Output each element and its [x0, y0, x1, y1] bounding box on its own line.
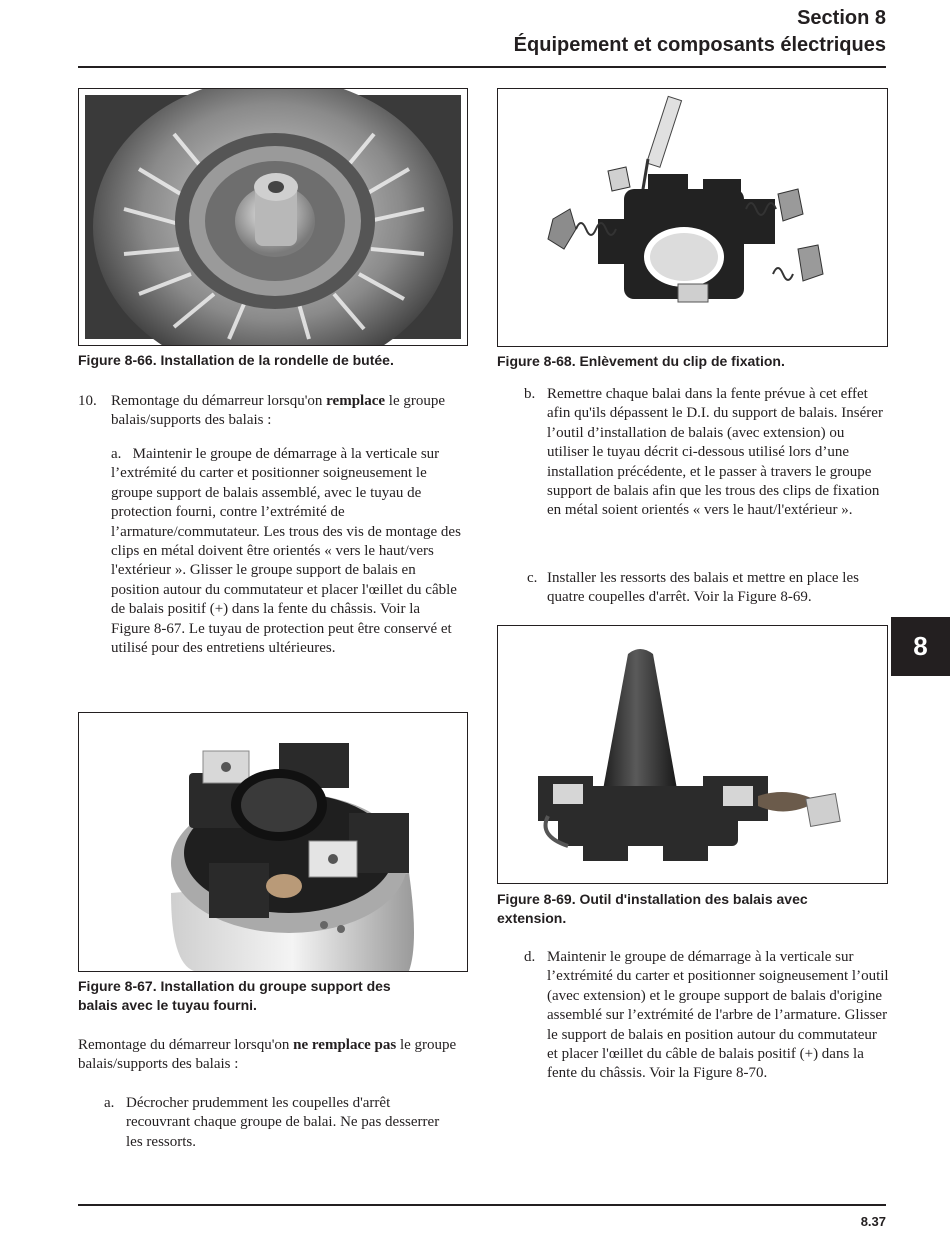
step-10-text — [111, 392, 461, 431]
reassembly-intro-end: le groupe balais/supports des balais : — [78, 1037, 457, 1073]
header-rule — [78, 66, 886, 68]
step-d-label: d. — [524, 949, 536, 965]
figure-8-67-caption-line2: balais avec le tuyau fourni. — [78, 997, 257, 1013]
reassembly-intro-emphasis: ne remplace pas — [293, 1037, 397, 1053]
step-c-text: Installer les ressorts des balais et mettre en place les quatre coupelles d'arrêt. Voir la Figure 8-69. — [547, 570, 859, 606]
figure-8-67-caption-line1: Figure 8-67. Installation du groupe support des — [78, 978, 391, 994]
reassembly-a-text: Décrocher prudemment les coupelles d'arrêt recouvrant chaque groupe de balai. Ne pas desserrer les ressorts. — [126, 1095, 440, 1150]
figure-8-68-caption: Figure 8-68. Enlèvement du clip de fixation. — [497, 353, 785, 369]
figure-8-69-caption-line2: extension. — [497, 910, 567, 926]
figure-8-67-caption — [78, 977, 468, 1015]
section-number: Section 8 — [797, 7, 886, 29]
figure-8-69-photo — [497, 625, 888, 884]
step-10-text-end: le groupe balais/supports des balais : — [111, 393, 446, 429]
reassembly-intro-start: Remontage du démarreur lorsqu'on — [78, 1037, 294, 1053]
step-d-text: Maintenir le groupe de démarrage à la verticale sur l’extrémité du carter et positionner soigneusement l’outil (avec extension) et le groupe support de balais d'origine assemblé sur l’extrémité de l'arbre de l’armature. Glisser le support de balais en position autour du commutateur et placer l'œillet du câble de balais positif (+) dans la fente du châssis. Voir la Figure 8-70. — [547, 949, 889, 1082]
figure-8-68-photo — [497, 88, 888, 347]
footer-rule — [78, 1204, 886, 1206]
reassembly-intro — [78, 1036, 463, 1075]
step-b-label: b. — [524, 386, 536, 402]
section-tab: 8 — [891, 617, 950, 676]
page-number: 8.37 — [860, 1214, 886, 1229]
step-10a-text: a. Maintenir le groupe de démarrage à la verticale sur l’extrémité du carter et positionner soigneusement le groupe support de balais assemblé, avec le tuyau de protection fourni, contre l’extrémité de l’armature/commutateur. Les trous des vis de montage des clips en métal doivent être orientés « vers le haut/vers l'extérieur ». Glisser le groupe support de balais en position autour du commutateur et placer l'œillet du câble de balais positif (+) dans la fente du châssis. Voir la Figure 8-67. Le tuyau de protection peut être conservé et utilisé pour des entretiens ultérieures. — [111, 446, 461, 657]
step-b-text: Remettre chaque balai dans la fente prévue à cet effet afin qu'ils dépassent le D.I. du support de balais. Insérer l’outil d’installation de balais (avec extension) ou utiliser le tuyau décrit ci-dessous utilisé lors d’une installation précédente, et le passer à travers le groupe support de balais afin que les trous des clips de fixation en métal soient orientés « vers le haut/l'extérieur ». — [547, 386, 883, 519]
figure-8-66-caption: Figure 8-66. Installation de la rondelle de butée. — [78, 352, 394, 368]
step-10-emphasis: remplace — [326, 393, 386, 409]
figure-8-69-caption — [497, 890, 887, 928]
figure-8-67-photo — [78, 712, 468, 972]
step-10-text-start: Remontage du démarreur lorsqu'on — [111, 393, 327, 409]
page-title: Équipement et composants électriques — [513, 34, 886, 56]
step-10-number: 10. — [78, 393, 97, 409]
reassembly-a-label: a. — [104, 1095, 115, 1111]
figure-8-69-caption-line1: Figure 8-69. Outil d'installation des balais avec — [497, 891, 808, 907]
figure-8-66-photo — [78, 88, 468, 346]
step-c-label: c. — [527, 570, 538, 586]
